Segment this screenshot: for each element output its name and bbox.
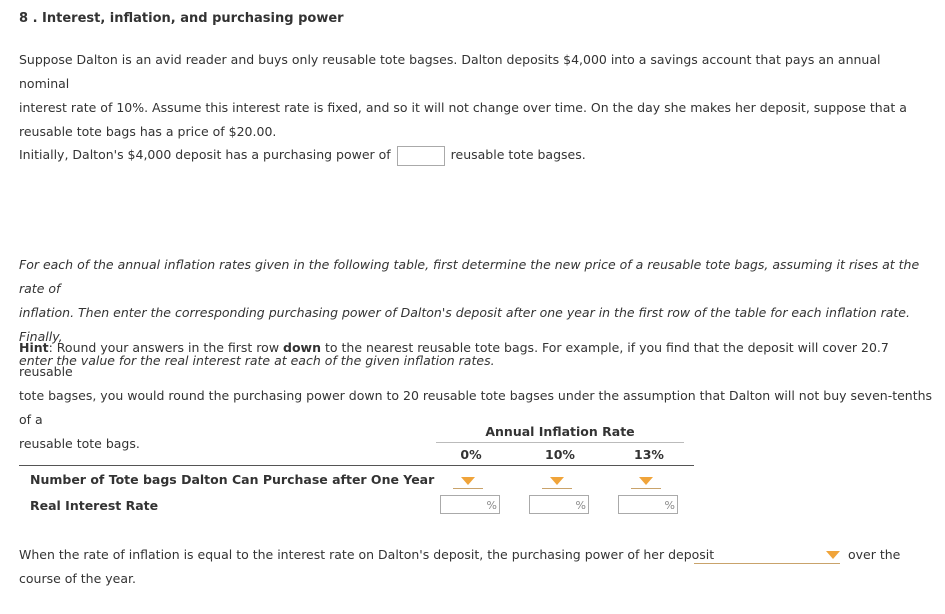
table-header-rule: [19, 465, 694, 466]
hint-label: Hint: [19, 340, 49, 355]
tote-bags-10pct-dropdown[interactable]: [542, 473, 572, 495]
tote-bags-13pct-dropdown[interactable]: [631, 473, 661, 495]
hint-text-b: to the nearest reusable tote bags. For example, if you find that the deposit will cover 20.7 reusable: [19, 340, 889, 379]
intro-line-2: interest rate of 10%. Assume this interest rate is fixed, and so it will not change over time. On the day she makes her deposit, suppose that a: [19, 100, 907, 115]
hint-text-a: : Round your answers in the first row: [48, 340, 284, 355]
initial-suffix: reusable tote bagses.: [450, 147, 586, 162]
conclusion-line-2: course of the year.: [19, 571, 136, 586]
real-rate-13pct-input[interactable]: %: [618, 495, 678, 514]
question-title: 8 . Interest, inflation, and purchasing power: [19, 11, 344, 26]
table-group-header: Annual Inflation Rate: [485, 424, 635, 439]
chevron-down-icon: [639, 477, 653, 485]
intro-paragraph: [19, 48, 934, 144]
real-rate-10pct-input[interactable]: %: [529, 495, 589, 514]
real-rate-0pct-input[interactable]: %: [440, 495, 500, 514]
group-header-rule: [436, 442, 684, 443]
hint-line-3: reusable tote bags.: [19, 436, 140, 451]
initial-purchasing-power: [19, 143, 934, 167]
hint-line-2: tote bagses, you would round the purchasing power down to 20 reusable tote bagses under the assumption that Dalton will not buy seven-tenths of a: [19, 388, 933, 427]
chevron-down-icon: [826, 551, 840, 559]
intro-line-1: Suppose Dalton is an avid reader and buys only reusable tote bagses. Dalton deposits $4,000 into a savings account that pays an annual nominal: [19, 52, 881, 91]
initial-prefix: Initially, Dalton's $4,000 deposit has a purchasing power of: [19, 147, 391, 162]
row-label-tote-bags: Number of Tote bags Dalton Can Purchase after One Year: [30, 472, 435, 487]
initial-purchasing-power-input[interactable]: [397, 146, 445, 166]
column-header-0: 0%: [460, 447, 482, 462]
row-label-real-interest: Real Interest Rate: [30, 498, 159, 513]
instructions-line-1: For each of the annual inflation rates given in the following table, first determine the new price of a reusable tote bags, assuming it rises at the rate of: [19, 257, 920, 296]
conclusion-prefix: When the rate of inflation is equal to the interest rate on Dalton's deposit, the purchasing power of her deposit: [19, 547, 715, 562]
column-header-10: 10%: [545, 447, 575, 462]
instructions-line-3: enter the value for the real interest rate at each of the given inflation rates.: [19, 353, 495, 368]
chevron-down-icon: [550, 477, 564, 485]
instructions-line-2: inflation. Then enter the corresponding purchasing power of Dalton's deposit after one year in the first row of the table for each inflation rate. Finally,: [19, 305, 910, 344]
chevron-down-icon: [461, 477, 475, 485]
hint-bold-word: down: [283, 340, 321, 355]
tote-bags-0pct-dropdown[interactable]: [453, 473, 483, 495]
intro-line-3: reusable tote bags has a price of $20.00.: [19, 124, 277, 139]
column-header-13: 13%: [634, 447, 664, 462]
conclusion-suffix: over the: [848, 547, 901, 562]
purchasing-power-change-dropdown[interactable]: [694, 547, 840, 565]
